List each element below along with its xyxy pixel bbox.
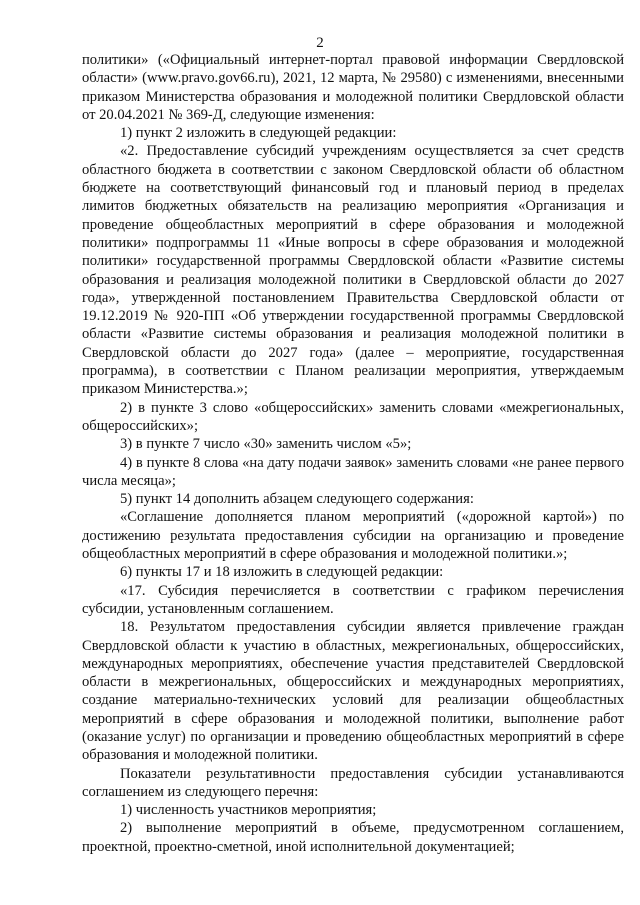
paragraph-point-17-text: «17. Субсидия перечисляется в соответствии с графиком перечисления субсидии, установленным соглашением. [82, 582, 624, 617]
paragraph-item-2: 2) в пункте 3 слово «общероссийских» заменить словами «межрегиональных, общероссийских»; [82, 399, 624, 434]
paragraph-item-3: 3) в пункте 7 число «30» заменить числом «5»; [120, 436, 412, 453]
paragraph-point-18-text: 18. Результатом предоставления субсидии является привлечение граждан Свердловской области к участию в областных, межрегиональных, общероссийских, международных мероприятиях, обеспечение участия представителей Свердловской области в межрегиональных, общероссийских и международных мероприятиях, создание материально-технических условий для реализации общеобластных мероприятий в сфере образования и молодежной политики, выполнение работ (оказание услуг) по организации и проведению общеобластных мероприятий в сфере образования и молодежной политики. [82, 619, 624, 764]
paragraph-item-5: 5) пункт 14 дополнить абзацем следующего содержания: [120, 491, 474, 508]
paragraph-item-4: 4) в пункте 8 слова «на дату подачи заявок» заменить словами «не ранее первого числа месяца»; [82, 454, 624, 489]
paragraph-indicator-2: 2) выполнение мероприятий в объеме, предусмотренном соглашением, проектной, проектно-сметной, иной исполнительной документацией; [82, 820, 624, 855]
page-number: 2 [316, 35, 324, 51]
paragraph-agreement-text: «Соглашение дополняется планом мероприятий («дорожной картой») по достижению результата предоставления субсидии на организацию и проведение общеобластных мероприятий в сфере образования и молодежной политики.»; [82, 509, 624, 563]
document-body [82, 51, 624, 856]
paragraph-intro-continuation: политики» («Официальный интернет-портал правовой информации Свердловской области» (www.pravo.gov66.ru), 2021, 12 марта, № 29580) с изменениями, внесенными приказом Министерства образования и молодежной политики Свердловской области от 20.04.2021 № 369-Д, следующие изменения: [82, 52, 624, 123]
paragraph-item-6: 6) пункты 17 и 18 изложить в следующей редакции: [120, 564, 444, 581]
paragraph-indicators: Показатели результативности предоставления субсидии устанавливаются соглашением из следующего перечня: [82, 765, 624, 800]
paragraph-item-1: 1) пункт 2 изложить в следующей редакции: [120, 125, 397, 142]
paragraph-indicator-1: 1) численность участников мероприятия; [120, 802, 377, 819]
paragraph-point-2-text: «2. Предоставление субсидий учреждениям осуществляется за счет средств областного бюджета в соответствии с законом Свердловской области об областном бюджете на соответствующий финансовый год и плановый период в пределах лимитов бюджетных обязательств на реализацию мероприятия «Организация и проведение общеобластных мероприятий в сфере образования и молодежной политики» подпрограммы 11 «Иные вопросы в сфере образования и молодежной политики» государственной программы Свердловской области «Развитие системы образования и реализация молодежной политики в Свердловской области до 2027 года», утвержденной постановлением Правительства Свердловской области от 19.12.2019 № 920-ПП «Об утверждении государственной программы Свердловской области «Развитие системы образования и реализация молодежной политики в Свердловской области до 2027 года» (далее – мероприятие, государственная программа), в соответствии с Планом реализации мероприятия, утверждаемым приказом Министерства.»; [82, 143, 624, 398]
